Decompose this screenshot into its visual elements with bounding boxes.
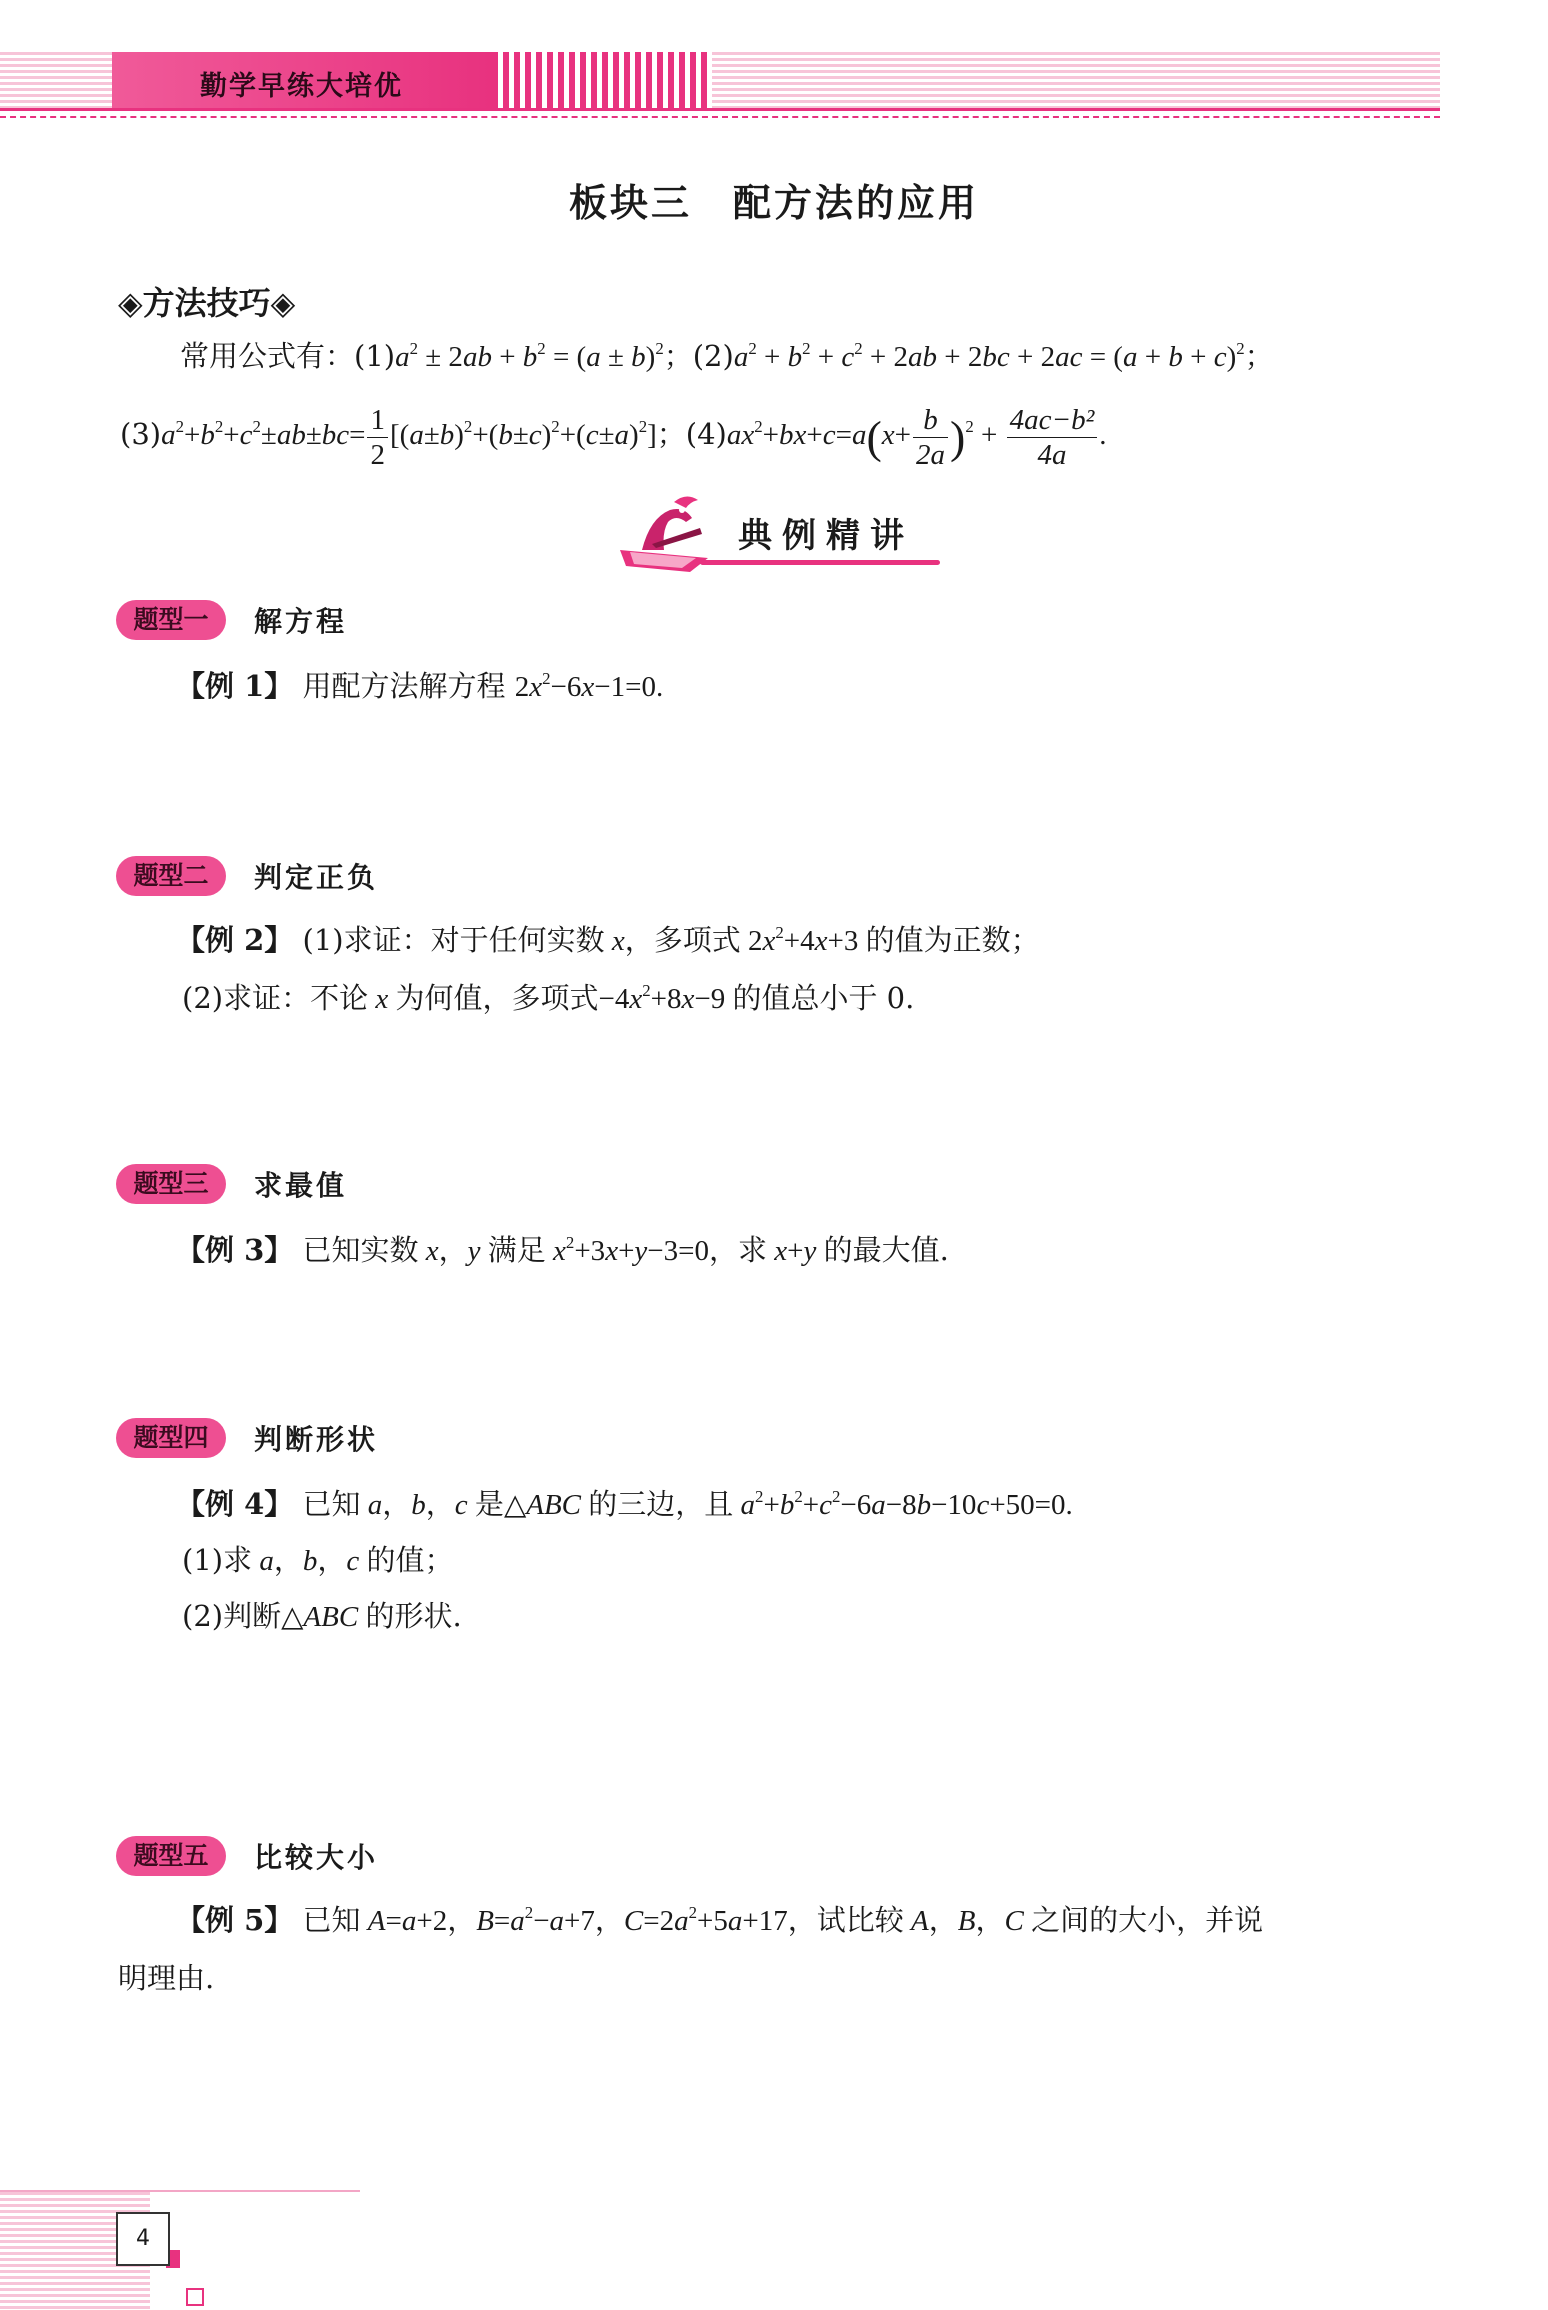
fraction-b-num: b xyxy=(913,403,948,438)
example-2-text-b: ，多项式 xyxy=(624,923,741,957)
type-heading-1 xyxy=(116,600,347,640)
example-2-text-a: (1)求证：对于任何实数 xyxy=(302,923,605,957)
example-3: 【例 3】 已知实数 x，y 满足 $x^2+3x+y-3=0$，求 x+y 的最大值. xyxy=(176,1233,949,1267)
formula-line-2 xyxy=(120,400,1107,472)
example-1-equation: $2x^2-6x-1=0$. xyxy=(514,669,664,703)
formula-4: $ax^2+bx+c=a(x+$ $\frac{b}{2a}$ )$^2$ + $\frac{\text{4ac−b²}}{4a}$ . xyxy=(726,403,1107,471)
example-5-label: 【例 5】 xyxy=(176,1903,294,1937)
example-4-text-g: 的形状. xyxy=(365,1599,462,1633)
fraction-b-2a xyxy=(913,403,948,472)
fraction-half-den: 2 xyxy=(370,438,385,471)
example-2-line-1: 【例 2】 (1)求证：对于任何实数 x，多项式 $2x^2+4x+3$ 的值为正数； xyxy=(176,923,1040,957)
type-title-1: 解方程 xyxy=(254,605,348,638)
example-1 xyxy=(176,664,663,705)
type-pill-2: 题型二 xyxy=(116,856,226,896)
formula-3: $a^2+b^2+c^2\pm ab\pm bc=$ $\frac{1}{2}$ $[(a\pm b)^2+(b\pm c)^2+(c\pm a)^2]$ xyxy=(161,403,657,471)
fraction-4ac-num: 4ac−b² xyxy=(1007,403,1098,438)
example-3-text-b: 满足 xyxy=(487,1233,546,1267)
formula-line-1 xyxy=(180,336,1274,377)
type-title-3: 求最值 xyxy=(254,1169,348,1202)
fraction-half xyxy=(367,403,388,472)
page-square-icon xyxy=(186,2288,204,2306)
type-title-5: 比较大小 xyxy=(254,1841,379,1874)
example-4-text-c: 的三边，且 xyxy=(588,1487,734,1521)
type-heading-3 xyxy=(116,1164,347,1204)
example-5-line-1: 【例 5】 已知 A=a+2，$B=a^2-a+7$，$C=2a^2+5a+17$，试比较 A，B，C 之间的大小，并说 xyxy=(176,1903,1264,1937)
type-title-4: 判断形状 xyxy=(254,1423,379,1456)
example-2-line-2: (2)求证：不论 x 为何值，多项式$-4x^2+8x-9$ 的值总小于 0. xyxy=(182,981,915,1015)
formula-1: $a^2 \pm 2ab + b^2 = (a \pm b)^2$ xyxy=(395,339,664,373)
method-heading: ◈方法技巧◈ xyxy=(118,284,296,322)
formula-2-label: ；(2) xyxy=(663,339,734,373)
example-5-line-2 xyxy=(118,1956,214,1997)
examples-banner-title: 典例精讲 xyxy=(738,516,914,556)
example-4-text-a: 已知 xyxy=(302,1487,361,1521)
examples-banner-underline xyxy=(700,560,940,565)
formula-1-label: (1) xyxy=(354,339,396,373)
type-pill-1: 题型一 xyxy=(116,600,226,640)
example-3-text-d: 的最大值. xyxy=(823,1233,949,1267)
type-heading-5 xyxy=(116,1836,378,1876)
fraction-4ac-den: 4a xyxy=(1037,438,1067,471)
example-3-label: 【例 3】 xyxy=(176,1233,294,1267)
formula-3-label: (3) xyxy=(120,417,162,451)
example-5-text-d: 明理由. xyxy=(118,1961,215,1995)
example-1-text: 用配方法解方程 xyxy=(302,669,506,703)
example-4-text-e: 的值； xyxy=(366,1543,454,1577)
example-5-text-b: ，试比较 xyxy=(787,1903,904,1937)
fraction-b-den: 2a xyxy=(916,438,946,471)
formula-intro: 常用公式有： xyxy=(180,339,355,373)
type-heading-2 xyxy=(116,856,378,896)
page-number: 4 xyxy=(116,2212,170,2266)
type-pill-5: 题型五 xyxy=(116,1836,226,1876)
example-4-line-3: (2)判断△ABC 的形状. xyxy=(182,1599,462,1633)
example-4-text-f: (2)判断 xyxy=(182,1599,282,1633)
formula-2: $a^2 + b^2 + c^2 + 2ab + 2bc + 2ac = (a + b + c)^2$； xyxy=(733,339,1274,373)
example-3-text-c: ，求 xyxy=(709,1233,768,1267)
section-title: 板块三 配方法的应用 xyxy=(568,180,979,225)
example-4-line-1: 【例 4】 已知 a，b，c 是△ABC 的三边，且 $a^2+b^2+c^2-6a-8b-10c+50=0$. xyxy=(176,1487,1073,1521)
type-title-2: 判定正负 xyxy=(254,861,379,894)
header-stripes xyxy=(492,52,712,108)
example-4-text-d: (1)求 xyxy=(182,1543,253,1577)
example-4-line-2: (1)求 a，b，c 的值； xyxy=(182,1543,454,1577)
type-pill-3: 题型三 xyxy=(116,1164,226,1204)
formula-4-label: ；(4) xyxy=(656,417,727,451)
header-rule xyxy=(0,108,1440,111)
example-2-label: 【例 2】 xyxy=(176,923,294,957)
example-3-text-a: 已知实数 xyxy=(302,1233,419,1267)
example-2-text-c: 的值为正数； xyxy=(865,923,1040,957)
example-5-text-c: 之间的大小，并说 xyxy=(1031,1903,1264,1937)
book-title: 勤学早练大培优 xyxy=(200,71,403,102)
fraction-4ac xyxy=(1007,403,1098,472)
example-2-text-e: 为何值，多项式 xyxy=(395,981,599,1015)
example-1-label: 【例 1】 xyxy=(176,669,294,703)
example-2-text-f: 的值总小于 0. xyxy=(732,981,915,1015)
header-dashed-rule xyxy=(0,116,1440,118)
fraction-half-num: 1 xyxy=(367,403,388,438)
type-pill-4: 题型四 xyxy=(116,1418,226,1458)
example-4-text-b: 是 xyxy=(474,1487,504,1521)
example-4-label: 【例 4】 xyxy=(176,1487,294,1521)
example-5-text-a: 已知 xyxy=(302,1903,361,1937)
example-2-text-d: (2)求证：不论 xyxy=(182,981,369,1015)
type-heading-4 xyxy=(116,1418,378,1458)
